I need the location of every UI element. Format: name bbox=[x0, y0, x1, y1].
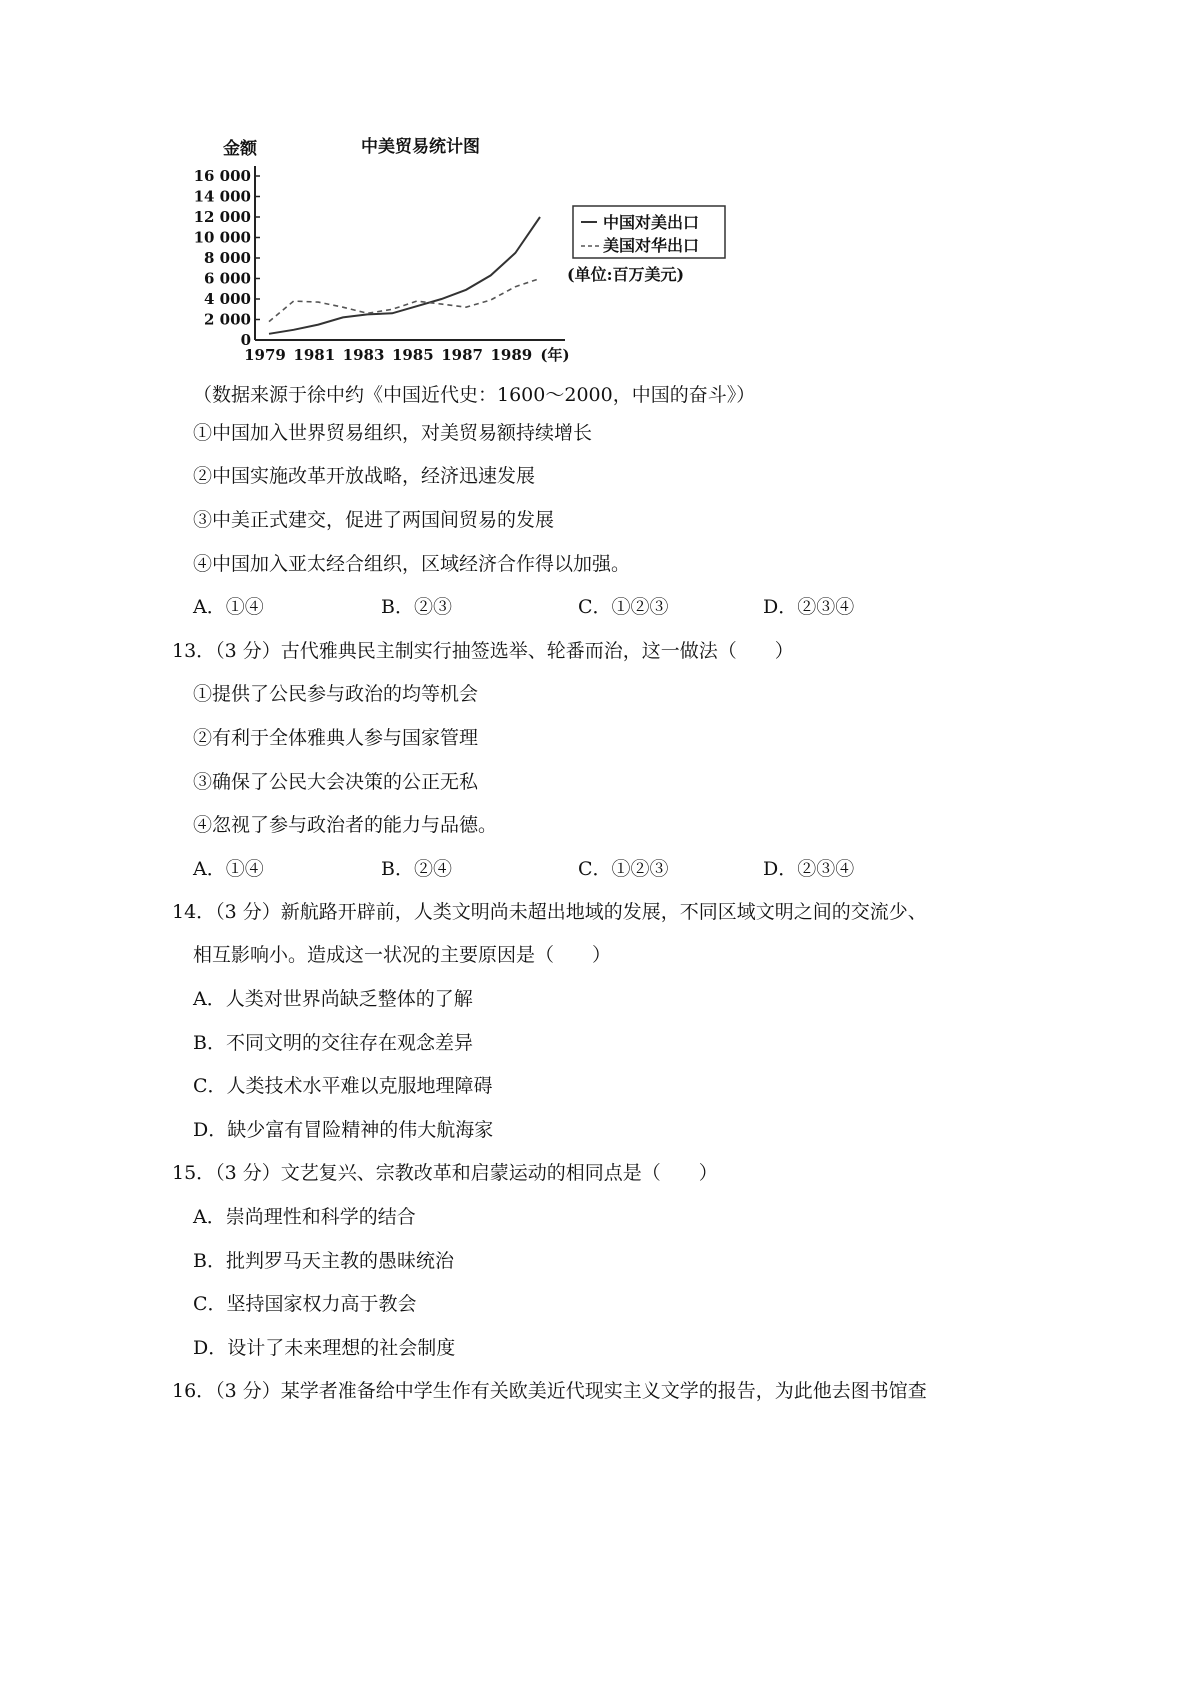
trade-line-chart bbox=[195, 130, 795, 400]
q14-option-c[interactable]: C．人类技术水平难以克服地理障碍 bbox=[193, 1075, 493, 1097]
chart-title: 中美贸易统计图 bbox=[361, 137, 480, 157]
y-axis-title: 金额 bbox=[223, 139, 257, 159]
legend-label-us-export: 美国对华出口 bbox=[603, 236, 700, 255]
trade-chart bbox=[195, 130, 795, 400]
q13-option-c[interactable]: C．①②③ bbox=[578, 858, 669, 880]
q12-option-c[interactable]: C．①②③ bbox=[578, 596, 669, 618]
q13-statement-2: ②有利于全体雅典人参与国家管理 bbox=[193, 727, 479, 749]
x-tick-label: 1979 bbox=[244, 346, 286, 364]
x-tick-label: 1983 bbox=[342, 346, 385, 364]
q14-stem-line2: 相互影响小。造成这一状况的主要原因是（ ） bbox=[193, 944, 612, 966]
q12-option-d[interactable]: D．②③④ bbox=[763, 596, 855, 618]
q13-statement-3: ③确保了公民大会决策的公正无私 bbox=[193, 771, 479, 793]
x-tick-label: 1989 bbox=[490, 346, 533, 364]
x-tick-label: 1985 bbox=[391, 346, 434, 364]
y-tick-label: 6 000 bbox=[204, 269, 251, 288]
x-tick-label: 1981 bbox=[293, 346, 336, 364]
q12-option-b[interactable]: B．②③ bbox=[381, 596, 452, 618]
q13-statement-4: ④忽视了参与政治者的能力与品德。 bbox=[193, 814, 498, 836]
q12-statement-4: ④中国加入亚太经合组织，区域经济合作得以加强。 bbox=[193, 553, 631, 575]
x-tick-label: 1987 bbox=[441, 346, 483, 364]
q14-stem-line1: 14．（3 分）新航路开辟前，人类文明尚未超出地域的发展，不同区域文明之间的交流少、 bbox=[172, 901, 927, 923]
q14-option-d[interactable]: D．缺少富有冒险精神的伟大航海家 bbox=[193, 1119, 494, 1141]
y-tick-label: 4 000 bbox=[204, 290, 251, 308]
y-tick-label: 16 000 bbox=[193, 167, 251, 185]
y-tick-label: 0 bbox=[240, 331, 251, 349]
y-tick-label: 14 000 bbox=[193, 187, 251, 206]
source-note: （数据来源于徐中约《中国近代史：1600～2000，中国的奋斗》） bbox=[193, 384, 756, 406]
q13-option-a[interactable]: A．①④ bbox=[193, 858, 264, 880]
q14-option-b[interactable]: B．不同文明的交往存在观念差异 bbox=[193, 1032, 473, 1054]
q15-stem: 15．（3 分）文艺复兴、宗教改革和启蒙运动的相同点是（ ） bbox=[172, 1162, 718, 1184]
q13-statement-1: ①提供了公民参与政治的均等机会 bbox=[193, 683, 479, 705]
q13-stem: 13．（3 分）古代雅典民主制实行抽签选举、轮番而治，这一做法（ ） bbox=[172, 640, 794, 662]
q12-statement-1: ①中国加入世界贸易组织，对美贸易额持续增长 bbox=[193, 422, 593, 444]
q15-option-c[interactable]: C．坚持国家权力高于教会 bbox=[193, 1293, 417, 1315]
q13-option-d[interactable]: D．②③④ bbox=[763, 858, 855, 880]
q16-stem-line1: 16．（3 分）某学者准备给中学生作有关欧美近代现实主义文学的报告，为此他去图书馆查 bbox=[172, 1380, 927, 1402]
q15-option-b[interactable]: B．批判罗马天主教的愚昧统治 bbox=[193, 1250, 454, 1272]
y-tick-label: 2 000 bbox=[204, 310, 251, 329]
x-unit-label: (年) bbox=[540, 346, 570, 364]
unit-note: (单位:百万美元) bbox=[567, 265, 685, 284]
q15-option-d[interactable]: D．设计了未来理想的社会制度 bbox=[193, 1337, 456, 1359]
q14-option-a[interactable]: A．人类对世界尚缺乏整体的了解 bbox=[193, 988, 473, 1010]
y-tick-label: 8 000 bbox=[204, 249, 251, 267]
legend-label-china-export: 中国对美出口 bbox=[603, 213, 700, 232]
q15-option-a[interactable]: A．崇尚理性和科学的结合 bbox=[193, 1206, 416, 1228]
q12-statement-3: ③中美正式建交，促进了两国间贸易的发展 bbox=[193, 509, 555, 531]
q12-statement-2: ②中国实施改革开放战略，经济迅速发展 bbox=[193, 465, 536, 487]
y-tick-label: 10 000 bbox=[193, 228, 251, 247]
q12-option-a[interactable]: A．①④ bbox=[193, 596, 264, 618]
series-line-china-export bbox=[269, 217, 540, 334]
y-tick-label: 12 000 bbox=[193, 208, 251, 226]
series-line-us-export bbox=[269, 279, 540, 322]
q13-option-b[interactable]: B．②④ bbox=[381, 858, 452, 880]
